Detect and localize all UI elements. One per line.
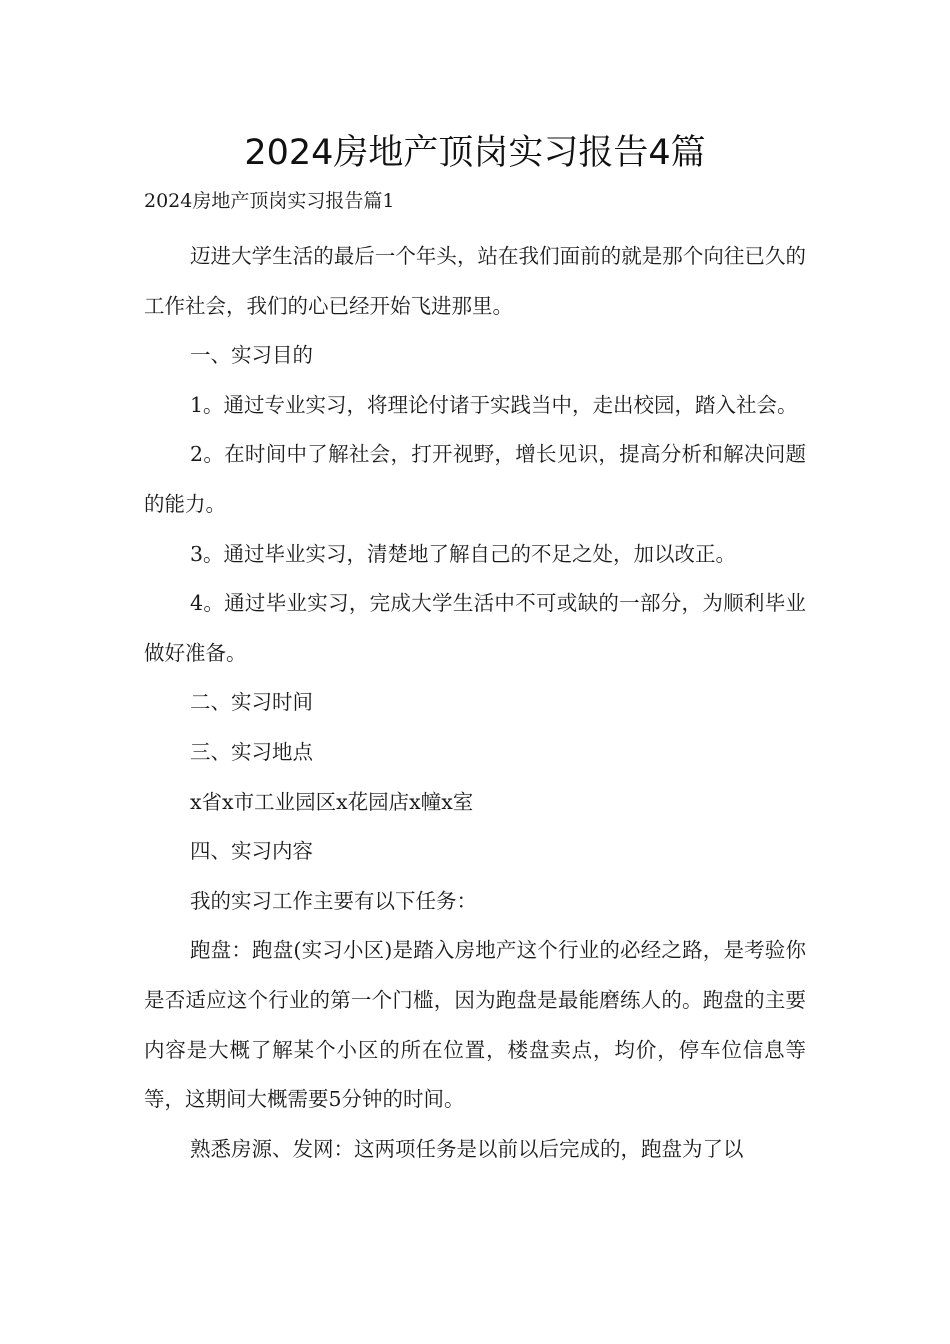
paragraph-purpose-2: 2。在时间中了解社会，打开视野，增长见识，提高分析和解决问题的能力。: [144, 442, 806, 516]
section-heading: 2024房地产顶岗实习报告篇1: [144, 190, 395, 212]
document-body: [144, 232, 806, 1174]
paragraph-task-pao-pan: 跑盘：跑盘(实习小区)是踏入房地产这个行业的必经之路，是考验你是否适应这个行业的第一个门槛，因为跑盘是最能磨练人的。跑盘的主要内容是大概了解某个小区的所在位置，楼盘卖点，均价，停车位信息等等，这期间大概需要5分钟的时间。: [144, 938, 806, 1112]
paragraph-purpose-1: 1。通过专业实习，将理论付诸于实践当中，走出校园，踏入社会。: [190, 392, 798, 417]
paragraph-purpose-3: 3。通过毕业实习，清楚地了解自己的不足之处，加以改正。: [190, 541, 737, 566]
heading-location: 三、实习地点: [190, 739, 313, 764]
paragraph-purpose-4: 4。通过毕业实习，完成大学生活中不可或缺的一部分，为顺利毕业做好准备。: [144, 591, 806, 665]
paragraph-intro: 迈进大学生活的最后一个年头，站在我们面前的就是那个向往已久的工作社会，我们的心已经开始飞进那里。: [144, 244, 806, 318]
paragraph-task-listings: 熟悉房源、发网：这两项任务是以前以后完成的，跑盘为了以: [190, 1136, 744, 1161]
paragraph-tasks-intro: 我的实习工作主要有以下任务：: [190, 888, 477, 913]
heading-purpose: 一、实习目的: [190, 343, 313, 368]
heading-content: 四、实习内容: [190, 839, 313, 864]
heading-time: 二、实习时间: [190, 690, 313, 715]
paragraph-location: x省x市工业园区x花园店x幢x室: [190, 789, 474, 814]
document-title: 2024房地产顶岗实习报告4篇: [244, 133, 706, 173]
